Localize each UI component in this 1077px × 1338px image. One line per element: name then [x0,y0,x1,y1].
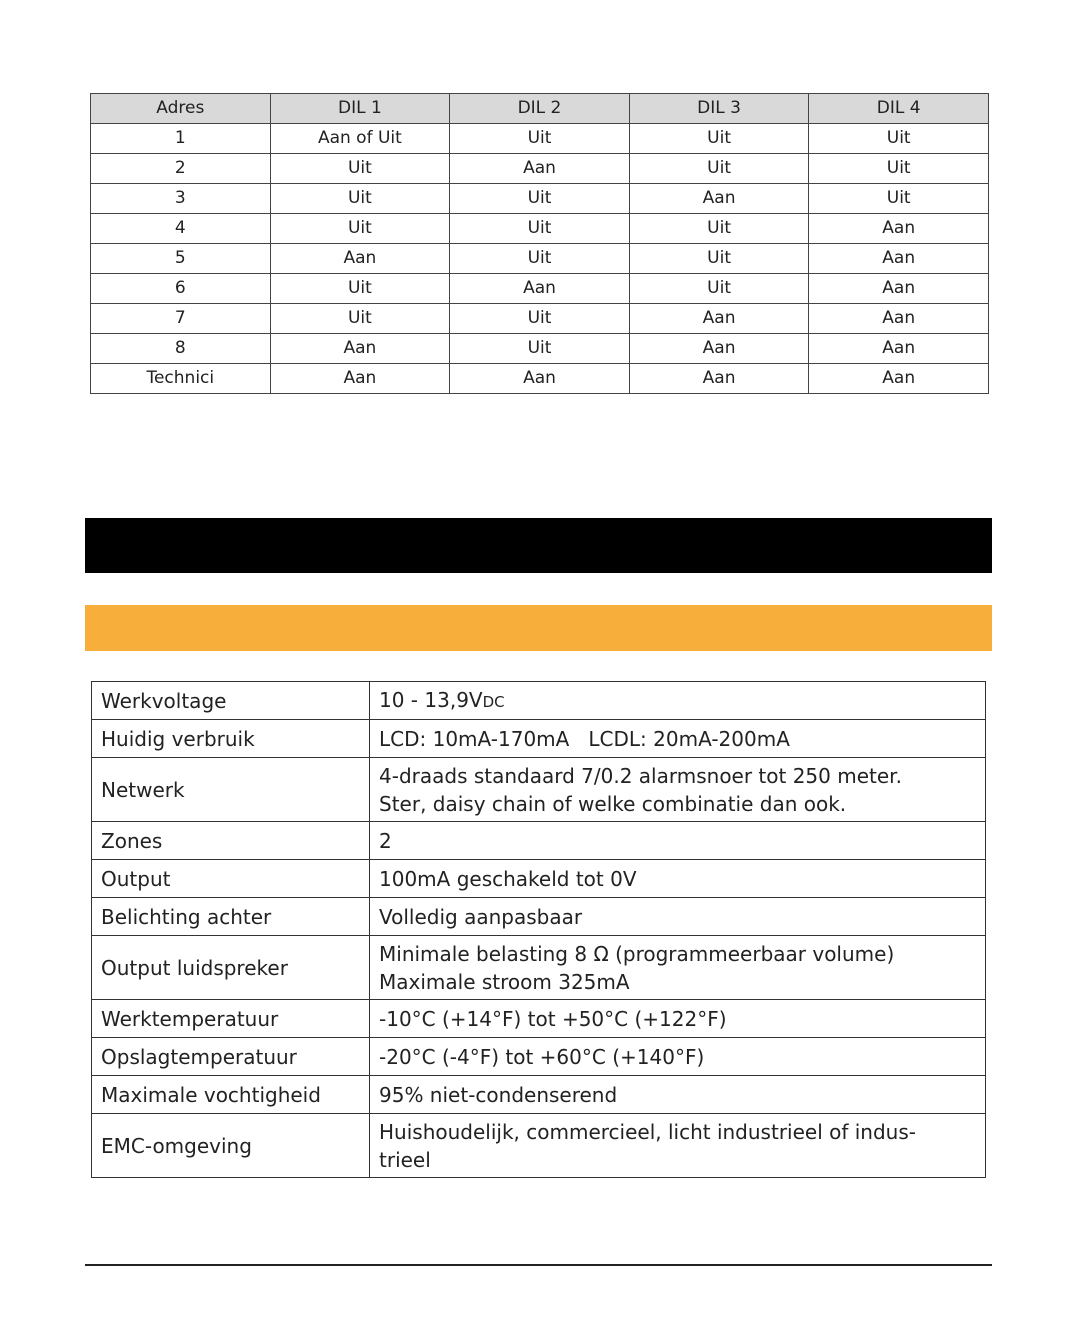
dil-cell: Aan [270,364,450,394]
dil-table-header-row [91,94,989,124]
dil-cell: 4 [91,214,271,244]
dil-cell: Uit [629,244,809,274]
dil-cell: Aan [450,154,630,184]
spec-label: EMC-omgeving [92,1114,370,1178]
dil-cell: Uit [450,334,630,364]
table-row [91,304,989,334]
table-row [91,214,989,244]
table-row [92,1038,986,1076]
spec-label: Netwerk [92,758,370,822]
dil-cell: Uit [629,124,809,154]
spec-label: Belichting achter [92,898,370,936]
dil-cell: Aan [450,364,630,394]
spec-label: Opslagtemperatuur [92,1038,370,1076]
spec-value-line: 4-draads standaard 7/0.2 alarmsnoer tot 250 meter. [379,763,902,788]
table-row [92,1114,986,1178]
spec-value-subscript: DC [482,692,505,711]
table-row [92,898,986,936]
dil-cell: Technici [91,364,271,394]
dil-cell: Uit [809,184,989,214]
spec-value-line: Maximale stroom 325mA [379,969,630,994]
table-row [92,1076,986,1114]
dil-cell: Aan [809,274,989,304]
dil-cell: Aan [629,364,809,394]
dil-cell: Uit [270,214,450,244]
spec-value: -20°C (-4°F) tot +60°C (+140°F) [370,1038,986,1076]
dil-cell: Aan [270,244,450,274]
spec-value: Volledig aanpasbaar [370,898,986,936]
spec-value [370,1114,986,1178]
dil-cell: 7 [91,304,271,334]
dil-cell: Uit [450,184,630,214]
dil-cell: Uit [450,244,630,274]
footer-divider [85,1264,992,1266]
dil-cell: Aan [809,244,989,274]
dil-header-adres: Adres [91,94,271,124]
table-row [91,244,989,274]
dil-cell: Uit [629,154,809,184]
table-row [92,936,986,1000]
dil-cell: Aan [629,184,809,214]
dil-cell: Uit [450,304,630,334]
spec-value: 95% niet-condenserend [370,1076,986,1114]
dil-cell: 3 [91,184,271,214]
table-row [91,334,989,364]
dil-cell: 6 [91,274,271,304]
dil-cell: Aan [809,334,989,364]
specifications-table [91,681,986,1178]
spec-label: Maximale vochtigheid [92,1076,370,1114]
dil-cell: Aan of Uit [270,124,450,154]
dil-header-dil3: DIL 3 [629,94,809,124]
dil-header-dil4: DIL 4 [809,94,989,124]
dil-header-dil1: DIL 1 [270,94,450,124]
table-row [92,860,986,898]
dil-cell: 5 [91,244,271,274]
spec-value: 2 [370,822,986,860]
dil-cell: Uit [270,274,450,304]
table-row [92,758,986,822]
dil-cell: Aan [809,304,989,334]
spec-value-line: trieel [379,1147,431,1172]
dil-header-dil2: DIL 2 [450,94,630,124]
dil-cell: Uit [270,304,450,334]
spec-label: Zones [92,822,370,860]
dil-cell: Uit [450,124,630,154]
table-row [91,154,989,184]
dil-cell: Aan [270,334,450,364]
spec-value: -10°C (+14°F) tot +50°C (+122°F) [370,1000,986,1038]
spec-value-line: Minimale belasting 8 Ω (programmeerbaar volume) [379,941,895,966]
dil-cell: Uit [270,154,450,184]
spec-label: Werkvoltage [92,682,370,720]
dil-cell: Aan [629,334,809,364]
dil-cell: Aan [450,274,630,304]
dil-cell: Uit [270,184,450,214]
section-header-bar [85,518,992,573]
dil-cell: Aan [809,364,989,394]
dil-cell: 2 [91,154,271,184]
table-row [91,124,989,154]
spec-value-line: Ster, daisy chain of welke combinatie dan ook. [379,791,847,816]
dil-cell: 8 [91,334,271,364]
dil-cell: Uit [809,154,989,184]
spec-label: Huidig verbruik [92,720,370,758]
table-row [91,364,989,394]
spec-value-main: 10 - 13,9V [379,687,483,712]
table-row [92,822,986,860]
dil-cell: Uit [629,274,809,304]
table-row [92,720,986,758]
table-row [92,1000,986,1038]
spec-value-line: Huishoudelijk, commercieel, licht industrieel of indus- [379,1119,916,1144]
subsection-header-bar [85,605,992,651]
spec-label: Output luidspreker [92,936,370,1000]
dil-cell: Uit [450,214,630,244]
dil-switch-table [90,93,989,394]
spec-label: Werktemperatuur [92,1000,370,1038]
table-row [92,682,986,720]
dil-cell: Aan [809,214,989,244]
spec-value: 100mA geschakeld tot 0V [370,860,986,898]
spec-value [370,936,986,1000]
spec-label: Output [92,860,370,898]
table-row [91,274,989,304]
spec-value [370,682,986,720]
table-row [91,184,989,214]
spec-value [370,758,986,822]
dil-cell: Uit [809,124,989,154]
dil-cell: Aan [629,304,809,334]
spec-value: LCD: 10mA-170mA LCDL: 20mA-200mA [370,720,986,758]
dil-cell: 1 [91,124,271,154]
dil-cell: Uit [629,214,809,244]
